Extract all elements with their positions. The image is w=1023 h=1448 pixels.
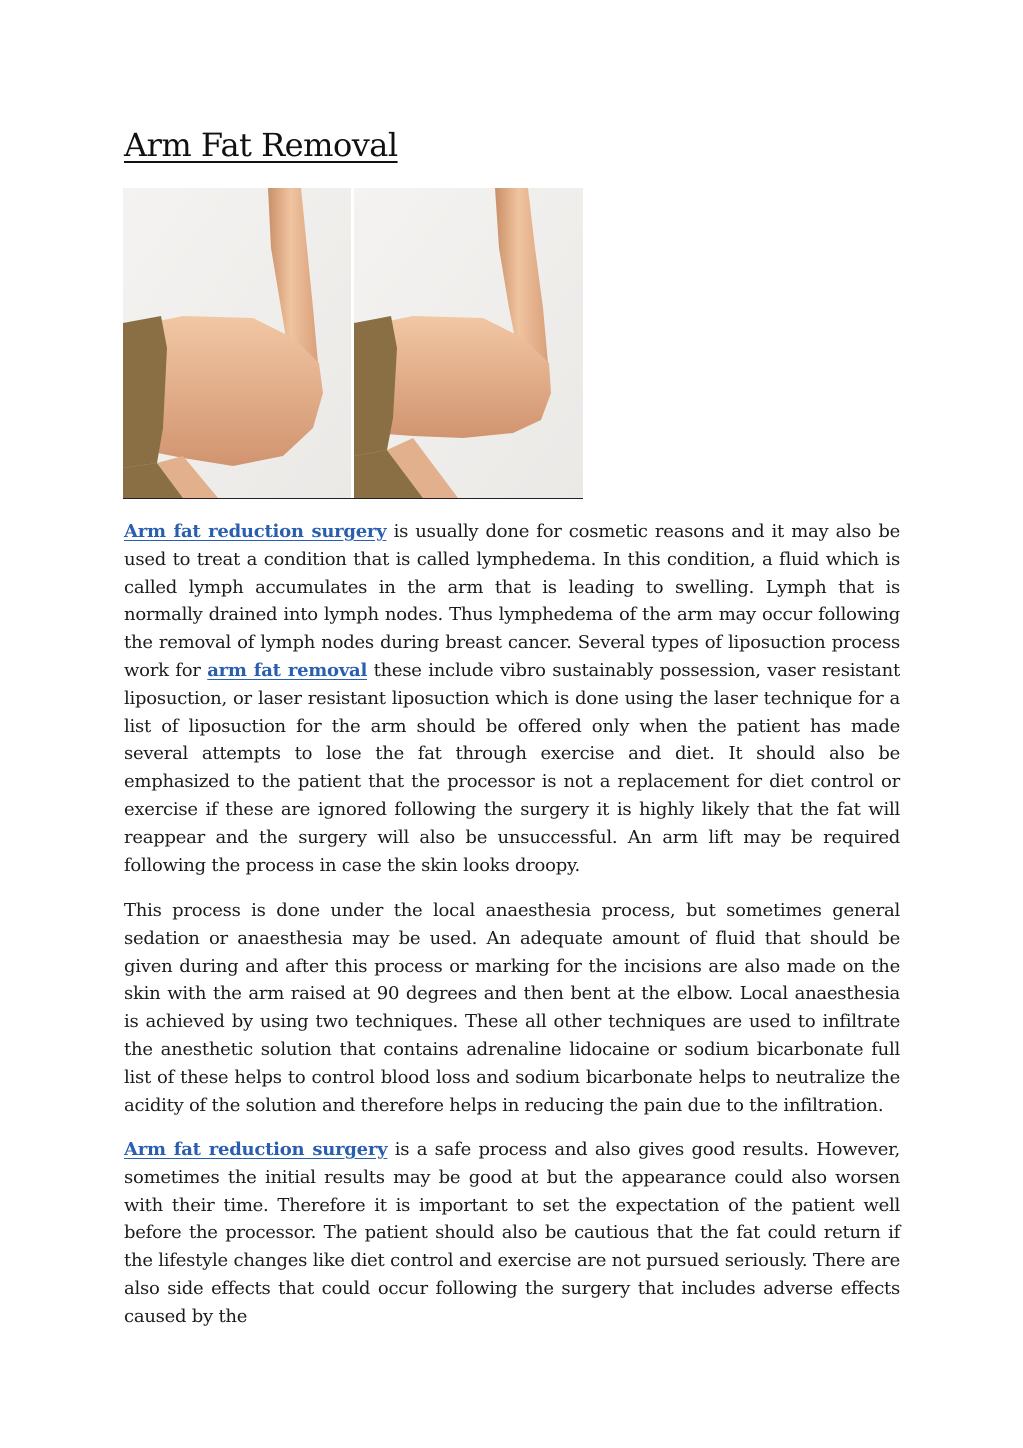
paragraph-2	[124, 897, 900, 1119]
paragraph-1-text-b: these include vibro sustainably possession, vaser resistant liposuction, or laser resistant liposuction which is done using the laser technique for a list of liposuction for the arm should be offered only when the patient has made several attempts to lose the fat through exercise and diet. It should also be emphasized to the patient that the processor is not a replacement for diet control or exercise if these are ignored following the surgery it is highly likely that the fat will reappear and the surgery will also be unsuccessful. An arm lift may be required following the process in case the skin looks droopy.	[124, 659, 900, 876]
paragraph-1	[124, 518, 900, 879]
link-arm-fat-reduction-surgery[interactable]: Arm fat reduction surgery	[124, 521, 387, 542]
before-after-arm-photo	[123, 188, 583, 499]
paragraph-3-text: is a safe process and also gives good results. However, sometimes the initial results may be good at but the appearance could also worsen with their time. Therefore it is important to set the expectation of the patient well before the processor. The patient should also be cautious that the fat could return if the lifestyle changes like diet control and exercise are not pursued seriously. There are also side effects that could occur following the surgery that includes adverse effects caused by the	[124, 1139, 900, 1327]
paragraph-2-text: This process is done under the local anaesthesia process, but sometimes general sedation or anaesthesia may be used. An adequate amount of fluid that should be given during and after this process or marking for the incisions are also made on the skin with the arm raised at 90 degrees and then bent at the elbow. Local anaesthesia is achieved by using two techniques. These all other techniques are used to infiltrate the anesthetic solution that contains adrenaline lidocaine or sodium bicarbonate full list of these helps to control blood loss and sodium bicarbonate helps to neutralize the acidity of the solution and therefore helps in reducing the pain due to the infiltration.	[124, 900, 900, 1116]
paragraph-3	[124, 1136, 900, 1331]
paragraph-1-text-a: is usually done for cosmetic reasons and it may also be used to treat a condition that is called lymphedema. In this condition, a fluid which is called lymph accumulates in the arm that is leading to swelling. Lymph that is normally drained into lymph nodes. Thus lymphedema of the arm may occur following the removal of lymph nodes during breast cancer. Several types of liposuction process work for	[124, 521, 900, 681]
link-arm-fat-removal[interactable]: arm fat removal	[207, 659, 368, 681]
link-arm-fat-reduction-surgery-2[interactable]: Arm fat reduction surgery	[124, 1139, 388, 1160]
page-title: Arm Fat Removal	[124, 126, 398, 164]
